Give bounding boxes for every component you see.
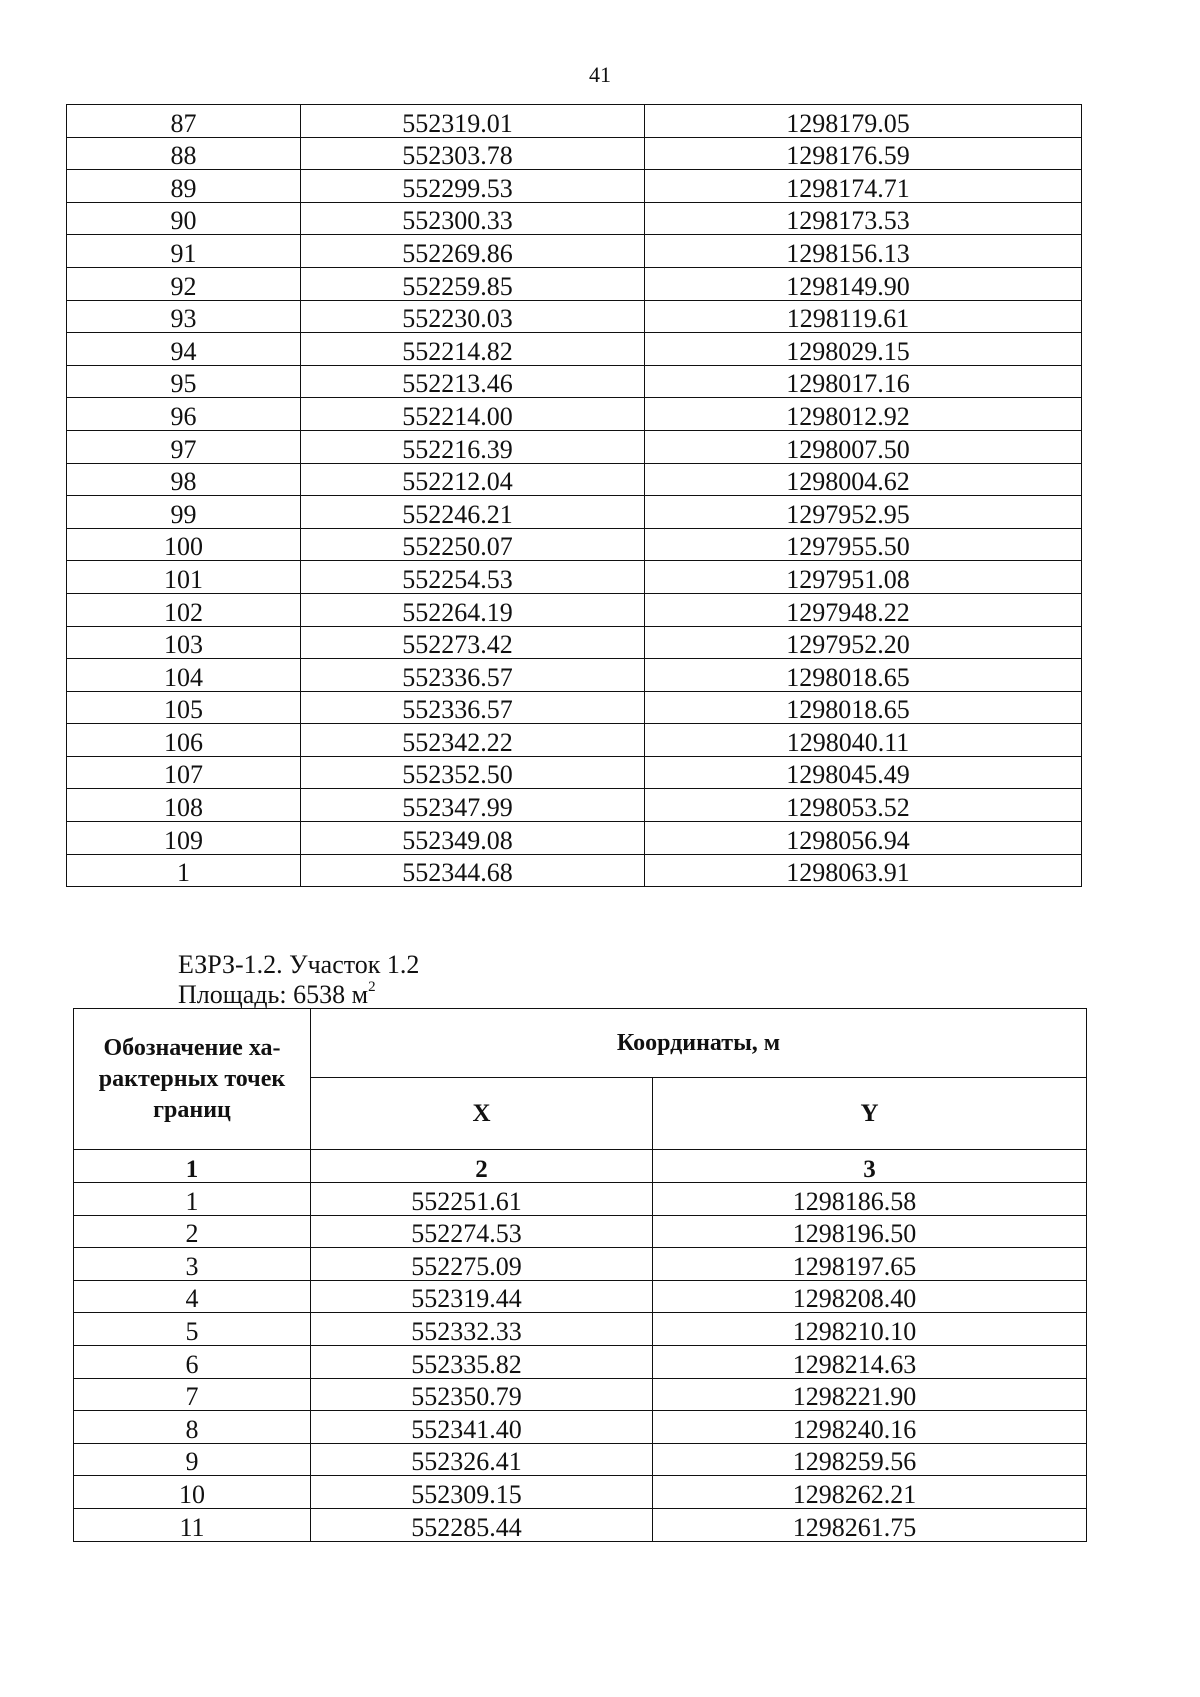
y-coordinate-cell: 1298173.53 <box>645 202 1082 235</box>
table-row <box>67 105 1082 138</box>
section-heading <box>178 950 419 1010</box>
y-coordinate-cell: 1298018.65 <box>645 691 1082 724</box>
header-col-number: 2 <box>311 1150 653 1183</box>
x-coordinate-cell: 552326.41 <box>311 1443 653 1476</box>
y-coordinate-cell: 1297955.50 <box>645 528 1082 561</box>
table-row <box>67 659 1082 692</box>
point-number-cell: 9 <box>74 1443 311 1476</box>
y-coordinate-cell: 1298221.90 <box>653 1378 1087 1411</box>
x-coordinate-cell: 552300.33 <box>301 202 645 235</box>
table-row <box>67 822 1082 855</box>
point-number-cell: 93 <box>67 300 301 333</box>
point-number-cell: 1 <box>67 854 301 887</box>
point-number-cell: 105 <box>67 691 301 724</box>
point-number-cell: 6 <box>74 1345 311 1378</box>
x-coordinate-cell: 552332.33 <box>311 1313 653 1346</box>
table-row <box>74 1443 1087 1476</box>
point-number-cell: 97 <box>67 430 301 463</box>
table-row <box>67 496 1082 529</box>
point-number-cell: 91 <box>67 235 301 268</box>
point-number-cell: 89 <box>67 170 301 203</box>
x-coordinate-cell: 552273.42 <box>301 626 645 659</box>
y-coordinate-cell: 1297952.20 <box>645 626 1082 659</box>
y-coordinate-cell: 1298179.05 <box>645 105 1082 138</box>
y-coordinate-cell: 1298210.10 <box>653 1313 1087 1346</box>
table-row <box>74 1183 1087 1216</box>
x-coordinate-cell: 552336.57 <box>301 691 645 724</box>
x-coordinate-cell: 552350.79 <box>311 1378 653 1411</box>
point-number-cell: 5 <box>74 1313 311 1346</box>
header-col-number: 3 <box>653 1150 1087 1183</box>
y-coordinate-cell: 1298176.59 <box>645 137 1082 170</box>
table-row <box>67 202 1082 235</box>
y-coordinate-cell: 1298045.49 <box>645 756 1082 789</box>
x-coordinate-cell: 552347.99 <box>301 789 645 822</box>
x-coordinate-cell: 552212.04 <box>301 463 645 496</box>
y-coordinate-cell: 1298262.21 <box>653 1476 1087 1509</box>
section-title: ЕЗРЗ-1.2. Участок 1.2 <box>178 950 420 979</box>
y-coordinate-cell: 1298029.15 <box>645 333 1082 366</box>
x-coordinate-cell: 552274.53 <box>311 1215 653 1248</box>
y-coordinate-cell: 1298017.16 <box>645 365 1082 398</box>
x-coordinate-cell: 552319.01 <box>301 105 645 138</box>
table-row <box>74 1378 1087 1411</box>
point-number-cell: 108 <box>67 789 301 822</box>
x-coordinate-cell: 552342.22 <box>301 724 645 757</box>
y-coordinate-cell: 1298214.63 <box>653 1345 1087 1378</box>
y-coordinate-cell: 1298007.50 <box>645 430 1082 463</box>
page-number: 41 <box>589 62 611 87</box>
point-number-cell: 3 <box>74 1248 311 1281</box>
y-coordinate-cell: 1298056.94 <box>645 822 1082 855</box>
table-row <box>74 1411 1087 1444</box>
y-coordinate-cell: 1298040.11 <box>645 724 1082 757</box>
x-coordinate-cell: 552230.03 <box>301 300 645 333</box>
y-coordinate-cell: 1298186.58 <box>653 1183 1087 1216</box>
point-number-cell: 109 <box>67 822 301 855</box>
y-coordinate-cell: 1298119.61 <box>645 300 1082 333</box>
y-coordinate-cell: 1297951.08 <box>645 561 1082 594</box>
point-number-cell: 11 <box>74 1508 311 1541</box>
point-number-cell: 99 <box>67 496 301 529</box>
header-coordinates: Координаты, м <box>311 1009 1087 1078</box>
point-number-cell: 8 <box>74 1411 311 1444</box>
point-number-cell: 100 <box>67 528 301 561</box>
point-number-cell: 102 <box>67 593 301 626</box>
x-coordinate-cell: 552259.85 <box>301 267 645 300</box>
coordinates-table-section <box>73 1008 1087 1542</box>
point-number-cell: 98 <box>67 463 301 496</box>
y-coordinate-cell: 1298196.50 <box>653 1215 1087 1248</box>
x-coordinate-cell: 552341.40 <box>311 1411 653 1444</box>
section-area <box>178 980 419 1010</box>
y-coordinate-cell: 1298208.40 <box>653 1280 1087 1313</box>
point-number-cell: 106 <box>67 724 301 757</box>
x-coordinate-cell: 552309.15 <box>311 1476 653 1509</box>
x-coordinate-cell: 552349.08 <box>301 822 645 855</box>
x-coordinate-cell: 552303.78 <box>301 137 645 170</box>
table-row <box>67 724 1082 757</box>
table-row <box>74 1313 1087 1346</box>
x-coordinate-cell: 552213.46 <box>301 365 645 398</box>
x-coordinate-cell: 552344.68 <box>301 854 645 887</box>
table-row <box>67 528 1082 561</box>
x-coordinate-cell: 552254.53 <box>301 561 645 594</box>
x-coordinate-cell: 552285.44 <box>311 1508 653 1541</box>
point-number-cell: 107 <box>67 756 301 789</box>
point-number-cell: 1 <box>74 1183 311 1216</box>
x-coordinate-cell: 552336.57 <box>301 659 645 692</box>
header-x: X <box>311 1077 653 1149</box>
x-coordinate-cell: 552264.19 <box>301 593 645 626</box>
table-row <box>67 300 1082 333</box>
table-row <box>67 170 1082 203</box>
table-row <box>67 561 1082 594</box>
table-row <box>74 1476 1087 1509</box>
table-row <box>67 333 1082 366</box>
x-coordinate-cell: 552216.39 <box>301 430 645 463</box>
x-coordinate-cell: 552299.53 <box>301 170 645 203</box>
table-row <box>67 430 1082 463</box>
point-number-cell: 95 <box>67 365 301 398</box>
table-row <box>74 1215 1087 1248</box>
point-number-cell: 4 <box>74 1280 311 1313</box>
point-number-cell: 2 <box>74 1215 311 1248</box>
y-coordinate-cell: 1298240.16 <box>653 1411 1087 1444</box>
table-row <box>74 1508 1087 1541</box>
y-coordinate-cell: 1298063.91 <box>645 854 1082 887</box>
y-coordinate-cell: 1298261.75 <box>653 1508 1087 1541</box>
point-number-cell: 10 <box>74 1476 311 1509</box>
table-row <box>74 1280 1087 1313</box>
table-row <box>67 235 1082 268</box>
coordinates-table-continued <box>66 104 1082 887</box>
point-number-cell: 96 <box>67 398 301 431</box>
header-col-number: 1 <box>74 1150 311 1183</box>
table-row <box>67 593 1082 626</box>
point-number-cell: 88 <box>67 137 301 170</box>
point-number-cell: 7 <box>74 1378 311 1411</box>
y-coordinate-cell: 1298149.90 <box>645 267 1082 300</box>
table-row <box>67 789 1082 822</box>
y-coordinate-cell: 1298018.65 <box>645 659 1082 692</box>
table-row <box>67 463 1082 496</box>
x-coordinate-cell: 552335.82 <box>311 1345 653 1378</box>
point-number-cell: 90 <box>67 202 301 235</box>
y-coordinate-cell: 1298004.62 <box>645 463 1082 496</box>
x-coordinate-cell: 552246.21 <box>301 496 645 529</box>
table-row <box>67 626 1082 659</box>
table-row <box>74 1248 1087 1281</box>
table-row <box>67 267 1082 300</box>
point-number-cell: 104 <box>67 659 301 692</box>
point-number-cell: 94 <box>67 333 301 366</box>
area-unit-superscript: 2 <box>368 979 376 995</box>
point-number-cell: 87 <box>67 105 301 138</box>
header-y: Y <box>653 1077 1087 1149</box>
table-row <box>67 365 1082 398</box>
y-coordinate-cell: 1298259.56 <box>653 1443 1087 1476</box>
y-coordinate-cell: 1298156.13 <box>645 235 1082 268</box>
y-coordinate-cell: 1298197.65 <box>653 1248 1087 1281</box>
point-number-cell: 103 <box>67 626 301 659</box>
table-row <box>67 137 1082 170</box>
table-row <box>74 1345 1087 1378</box>
y-coordinate-cell: 1298053.52 <box>645 789 1082 822</box>
x-coordinate-cell: 552352.50 <box>301 756 645 789</box>
x-coordinate-cell: 552275.09 <box>311 1248 653 1281</box>
x-coordinate-cell: 552251.61 <box>311 1183 653 1216</box>
point-number-cell: 92 <box>67 267 301 300</box>
table-row <box>67 691 1082 724</box>
y-coordinate-cell: 1298174.71 <box>645 170 1082 203</box>
x-coordinate-cell: 552214.00 <box>301 398 645 431</box>
x-coordinate-cell: 552214.82 <box>301 333 645 366</box>
point-number-cell: 101 <box>67 561 301 594</box>
header-designation: Обозначение ха-рактерных точек границ <box>74 1009 311 1150</box>
table-row <box>67 398 1082 431</box>
x-coordinate-cell: 552250.07 <box>301 528 645 561</box>
y-coordinate-cell: 1297948.22 <box>645 593 1082 626</box>
table-row <box>67 756 1082 789</box>
table-row <box>67 854 1082 887</box>
x-coordinate-cell: 552269.86 <box>301 235 645 268</box>
y-coordinate-cell: 1297952.95 <box>645 496 1082 529</box>
area-label: Площадь: 6538 м <box>178 980 369 1009</box>
y-coordinate-cell: 1298012.92 <box>645 398 1082 431</box>
x-coordinate-cell: 552319.44 <box>311 1280 653 1313</box>
